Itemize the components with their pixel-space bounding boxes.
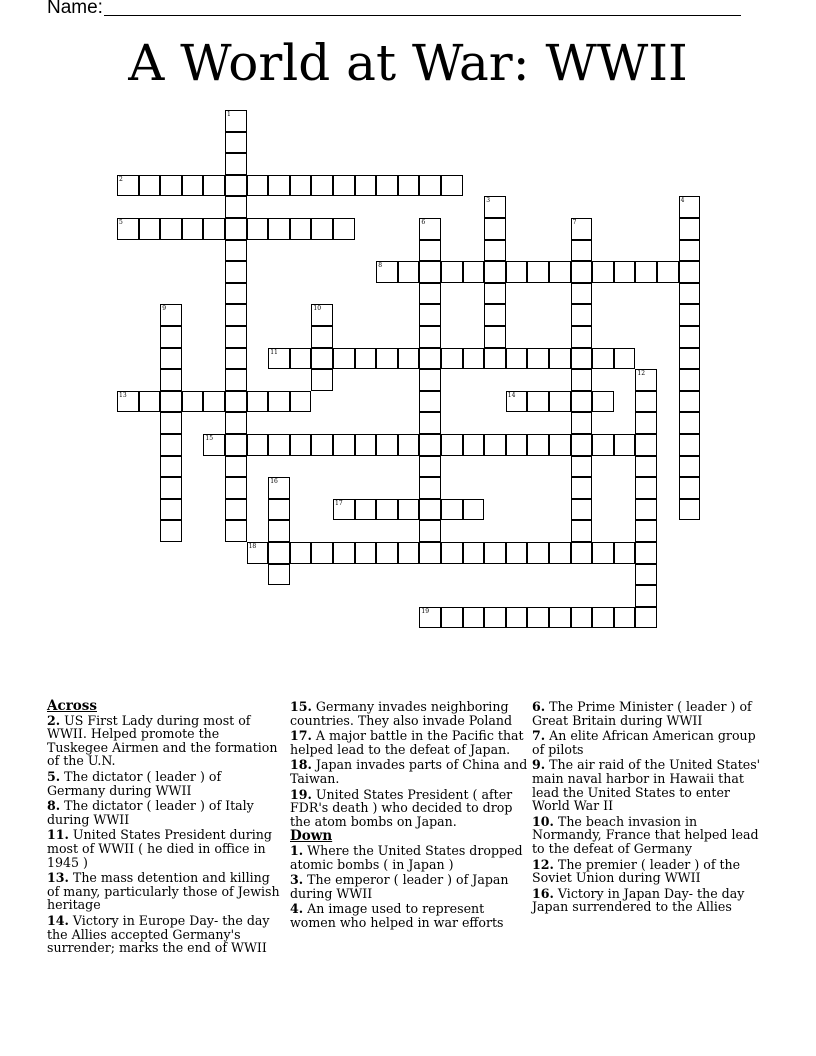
clue-number: 11 [270,348,278,356]
clue [47,714,282,768]
grid-cell[interactable] [225,196,247,218]
clue [47,828,282,869]
grid-cell[interactable] [225,283,247,305]
grid-cell[interactable] [592,434,614,456]
clue-number-label: 17. [290,728,312,744]
grid-cell[interactable] [203,218,225,240]
grid-cell[interactable] [484,607,506,629]
down-heading: Down [290,828,333,845]
grid-cell[interactable] [484,304,506,326]
grid-cell[interactable] [311,369,333,391]
grid-cell[interactable] [463,434,485,456]
across-heading: Across [47,698,98,714]
clue-number: 17 [335,499,343,507]
grid-cell[interactable] [268,434,290,456]
grid-cell[interactable] [592,391,614,413]
grid-cell[interactable] [441,348,463,370]
grid-cell[interactable] [160,348,182,370]
grid-cell[interactable] [635,542,657,564]
grid-cell[interactable] [679,348,701,370]
grid-cell[interactable] [614,607,636,629]
clue-number: 13 [119,391,127,399]
grid-cell[interactable] [225,218,247,240]
clue-number-label: 15. [290,699,312,714]
grid-cell[interactable] [527,391,549,413]
grid-cell[interactable] [203,175,225,197]
clue-text: The premier ( leader ) of the Soviet Union during WWII [532,856,741,886]
grid-cell[interactable] [182,218,204,240]
grid-cell[interactable] [549,607,571,629]
grid-cell[interactable] [139,218,161,240]
grid-cell[interactable] [679,391,701,413]
grid-cell[interactable] [225,348,247,370]
clue [290,873,528,900]
grid-cell[interactable] [484,218,506,240]
grid-cell[interactable] [333,434,355,456]
grid-cell[interactable] [225,261,247,283]
grid-cell[interactable] [571,391,593,413]
clue-number: 10 [313,305,322,313]
grid-cell[interactable] [679,499,701,521]
grid-cell[interactable] [571,240,593,262]
grid-cell[interactable] [635,564,657,586]
grid-cell[interactable] [225,304,247,326]
grid-cell[interactable] [614,542,636,564]
clues-column-2 [290,700,528,932]
clue [47,799,282,826]
grid-cell[interactable] [268,564,290,586]
grid-cell[interactable] [160,369,182,391]
grid-cell[interactable] [398,499,420,521]
grid-cell[interactable] [419,304,441,326]
grid-cell[interactable] [376,434,398,456]
clue-text: Japan invades parts of China and Taiwan. [290,757,528,786]
clue [532,858,770,885]
grid-cell[interactable] [419,412,441,434]
grid-cell[interactable] [225,175,247,197]
grid-cell[interactable] [571,499,593,521]
clue-number: 16 [270,478,278,486]
grid-cell[interactable] [441,542,463,564]
grid-cell[interactable] [203,391,225,413]
grid-cell[interactable] [398,542,420,564]
grid-cell[interactable] [614,434,636,456]
grid-cell[interactable] [311,175,333,197]
grid-cell[interactable] [571,261,593,283]
grid-cell[interactable] [463,499,485,521]
clue [532,700,770,727]
grid-cell[interactable] [355,434,377,456]
grid-cell[interactable] [160,499,182,521]
clue-text: The dictator ( leader ) of Germany during WWII [47,768,222,798]
grid-cell[interactable] [549,348,571,370]
grid-cell[interactable] [290,218,312,240]
grid-cell[interactable] [225,499,247,521]
grid-cell[interactable] [441,175,463,197]
grid-cell[interactable] [160,412,182,434]
grid-cell[interactable] [333,542,355,564]
clue [290,902,528,929]
clue-number-label: 19. [290,786,312,802]
clue-number: 6 [421,219,426,226]
clue-number: 15 [205,435,214,442]
grid-cell[interactable] [419,348,441,370]
grid-cell[interactable] [635,585,657,607]
clue-number: 9 [162,305,167,313]
grid-cell[interactable] [268,499,290,521]
clue-number-label: 2. [47,712,61,728]
grid-cell[interactable] [419,326,441,348]
grid-cell[interactable] [160,477,182,499]
grid-cell[interactable] [571,477,593,499]
grid-cell[interactable] [527,434,549,456]
grid-cell[interactable] [268,175,290,197]
clue-number: 7 [572,219,577,226]
clue [532,758,770,812]
grid-cell[interactable] [355,175,377,197]
clue-number-label: 1. [290,842,304,858]
clue-text: The beach invasion in Normandy, France that helped lead to the defeat of Germany [532,813,759,856]
grid-cell[interactable] [290,391,312,413]
grid-cell[interactable] [635,412,657,434]
page-title: A World at War: WWII [128,34,688,92]
grid-cell[interactable] [225,369,247,391]
grid-cell[interactable] [484,240,506,262]
clue [290,700,528,727]
grid-cell[interactable] [441,261,463,283]
clue [532,887,770,914]
grid-cell[interactable] [506,261,528,283]
grid-cell[interactable] [376,348,398,370]
grid-cell[interactable] [592,542,614,564]
grid-cell[interactable] [419,477,441,499]
clue [290,729,528,756]
clue [47,770,282,797]
grid-cell[interactable] [527,261,549,283]
grid-cell[interactable] [160,175,182,197]
grid-cell[interactable] [571,434,593,456]
clue-number: 8 [378,262,383,270]
grid-cell[interactable] [635,456,657,478]
clue [47,914,282,955]
grid-cell[interactable] [376,175,398,197]
clue-text: An image used to represent women who helped in war efforts [290,901,504,930]
grid-cell[interactable] [679,304,701,326]
grid-cell[interactable] [635,261,657,283]
grid-cell[interactable] [268,218,290,240]
clue-text: Victory in Japan Day- the day Japan surrendered to the Allies [532,885,745,915]
grid-cell[interactable] [506,348,528,370]
grid-cell[interactable] [160,326,182,348]
grid-cell[interactable] [355,499,377,521]
grid-cell[interactable] [160,520,182,542]
grid-cell[interactable] [311,218,333,240]
grid-cell[interactable] [225,477,247,499]
grid-cell[interactable] [419,542,441,564]
clue-number: 2 [119,175,123,183]
grid-cell[interactable] [463,542,485,564]
clue-number-label: 13. [47,870,69,886]
clue-number-label: 8. [47,798,61,814]
grid-cell[interactable] [441,434,463,456]
grid-cell[interactable] [160,218,182,240]
grid-cell[interactable] [160,456,182,478]
clue-text: Germany invades neighboring countries. They also invade Poland [290,699,513,728]
clue [290,788,528,829]
clue-number-label: 3. [290,872,304,888]
grid-cell[interactable] [635,391,657,413]
name-label: Name: [47,0,103,18]
clue-number-label: 12. [532,856,554,872]
clue-number-label: 11. [47,827,69,843]
grid-cell[interactable] [225,132,247,154]
grid-cell[interactable] [268,520,290,542]
clue-text: The mass detention and killing of many, particularly those of Jewish heritage [47,870,280,913]
grid-cell[interactable] [225,434,247,456]
grid-cell[interactable] [225,456,247,478]
grid-cell[interactable] [484,283,506,305]
grid-cell[interactable] [398,348,420,370]
grid-cell[interactable] [635,520,657,542]
clue-number: 14 [507,391,516,399]
clue-text: The Prime Minister ( leader ) of Great Britain during WWII [532,699,752,728]
grid-cell[interactable] [311,542,333,564]
grid-cell[interactable] [225,153,247,175]
grid-cell[interactable] [506,542,528,564]
clue-number: 19 [421,607,430,615]
clue-number-label: 7. [532,728,546,744]
across-clue-list-1 [47,714,282,955]
grid-cell[interactable] [376,499,398,521]
clue-text: The dictator ( leader ) of Italy during WWII [47,798,254,827]
clue [290,758,528,785]
grid-cell[interactable] [419,434,441,456]
grid-cell[interactable] [614,261,636,283]
grid-cell[interactable] [355,348,377,370]
clues-column-3 [532,700,770,916]
grid-cell[interactable] [571,304,593,326]
grid-cell[interactable] [484,326,506,348]
grid-cell[interactable] [268,391,290,413]
clue [532,815,770,856]
clue [290,844,528,871]
grid-cell[interactable] [160,434,182,456]
grid-cell[interactable] [679,261,701,283]
grid-cell[interactable] [527,542,549,564]
clue-number-label: 14. [47,912,69,928]
down-clue-list-2 [532,700,770,914]
grid-cell[interactable] [571,520,593,542]
grid-cell[interactable] [463,261,485,283]
clue-text: Where the United States dropped atomic bombs ( in Japan ) [290,842,523,872]
grid-cell[interactable] [139,175,161,197]
clue-text: Victory in Europe Day- the day the Allies accepted Germany's surrender; marks the end of WWII [47,912,270,956]
clue-number: 12 [637,370,646,378]
grid-cell[interactable] [484,434,506,456]
clue-text: A major battle in the Pacific that helped lead to the defeat of Japan. [290,728,524,757]
grid-cell[interactable] [225,326,247,348]
grid-cell[interactable] [679,240,701,262]
clue-text: An elite African American group of pilots [532,728,756,757]
clue-text: The emperor ( leader ) of Japan during WWII [290,872,509,901]
grid-cell[interactable] [549,542,571,564]
clue-number-label: 5. [47,768,61,784]
grid-cell[interactable] [679,477,701,499]
grid-cell[interactable] [527,348,549,370]
grid-cell[interactable] [160,391,182,413]
grid-cell[interactable] [679,434,701,456]
grid-cell[interactable] [225,412,247,434]
grid-cell[interactable] [419,369,441,391]
grid-cell[interactable] [484,261,506,283]
grid-cell[interactable] [679,456,701,478]
clue-number-label: 6. [532,699,546,714]
grid-cell[interactable] [247,175,269,197]
grid-cell[interactable] [290,542,312,564]
clue-number: 5 [119,219,123,226]
grid-cell[interactable] [419,240,441,262]
grid-cell[interactable] [247,391,269,413]
clues-column-1 [47,700,282,957]
grid-cell[interactable] [225,391,247,413]
grid-cell[interactable] [290,175,312,197]
grid-cell[interactable] [592,348,614,370]
clue-number: 1 [227,111,231,118]
grid-cell[interactable] [419,520,441,542]
clue-number-label: 16. [532,885,554,901]
grid-cell[interactable] [657,261,679,283]
clue-number-label: 10. [532,813,554,829]
clue-number: 3 [486,197,491,205]
grid-cell[interactable] [571,456,593,478]
grid-cell[interactable] [571,348,593,370]
grid-cell[interactable] [549,261,571,283]
grid-cell[interactable] [635,607,657,629]
grid-cell[interactable] [635,499,657,521]
grid-cell[interactable] [549,391,571,413]
clue-number-label: 9. [532,757,546,773]
grid-cell[interactable] [635,477,657,499]
grid-cell[interactable] [484,542,506,564]
grid-cell[interactable] [419,456,441,478]
grid-cell[interactable] [247,218,269,240]
clue-number: 18 [248,543,257,550]
grid-cell[interactable] [679,218,701,240]
grid-cell[interactable] [679,283,701,305]
clue-number: 4 [680,197,685,205]
grid-cell[interactable] [182,175,204,197]
clue-text: The air raid of the United States' main naval harbor in Hawaii that lead the United States to enter World War II [532,757,761,814]
clue [47,871,282,912]
grid-cell[interactable] [679,369,701,391]
grid-cell[interactable] [268,542,290,564]
grid-cell[interactable] [139,391,161,413]
grid-cell[interactable] [355,542,377,564]
grid-cell[interactable] [679,326,701,348]
grid-cell[interactable] [463,607,485,629]
grid-cell[interactable] [247,434,269,456]
grid-cell[interactable] [571,326,593,348]
grid-cell[interactable] [311,348,333,370]
grid-cell[interactable] [571,283,593,305]
clue-number-label: 18. [290,757,312,773]
grid-cell[interactable] [571,607,593,629]
grid-cell[interactable] [419,499,441,521]
clue-text: United States President during most of WWII ( he died in office in 1945 ) [47,827,272,870]
clue-text: US First Lady during most of WWII. Helped promote the Tuskegee Airmen and the formation of the U.N. [47,712,278,769]
grid-cell[interactable] [527,607,549,629]
grid-cell[interactable] [225,240,247,262]
grid-cell[interactable] [376,542,398,564]
grid-cell[interactable] [506,607,528,629]
grid-cell[interactable] [182,391,204,413]
grid-cell[interactable] [290,434,312,456]
grid-cell[interactable] [419,261,441,283]
grid-cell[interactable] [398,261,420,283]
grid-cell[interactable] [290,348,312,370]
grid-cell[interactable] [679,412,701,434]
grid-cell[interactable] [419,283,441,305]
grid-cell[interactable] [441,607,463,629]
grid-cell[interactable] [398,175,420,197]
grid-cell[interactable] [225,520,247,542]
grid-cell[interactable] [463,348,485,370]
down-clue-list-1 [290,844,528,930]
grid-cell[interactable] [571,369,593,391]
grid-cell[interactable] [549,434,571,456]
grid-cell[interactable] [506,434,528,456]
grid-cell[interactable] [635,434,657,456]
clue [532,729,770,756]
across-clue-list-2 [290,700,528,828]
grid-cell[interactable] [441,499,463,521]
grid-cell[interactable] [614,348,636,370]
grid-cell[interactable] [571,542,593,564]
grid-cell[interactable] [419,175,441,197]
grid-cell[interactable] [484,348,506,370]
grid-cell[interactable] [571,412,593,434]
grid-cell[interactable] [333,348,355,370]
grid-cell[interactable] [398,434,420,456]
grid-cell[interactable] [592,261,614,283]
grid-cell[interactable] [592,607,614,629]
clue-number-label: 4. [290,901,304,917]
grid-cell[interactable] [311,434,333,456]
grid-cell[interactable] [311,326,333,348]
grid-cell[interactable] [419,391,441,413]
clue-text: United States President ( after FDR's death ) who decided to drop the atom bombs on Japan. [290,786,513,829]
grid-cell[interactable] [333,218,355,240]
grid-cell[interactable] [333,175,355,197]
